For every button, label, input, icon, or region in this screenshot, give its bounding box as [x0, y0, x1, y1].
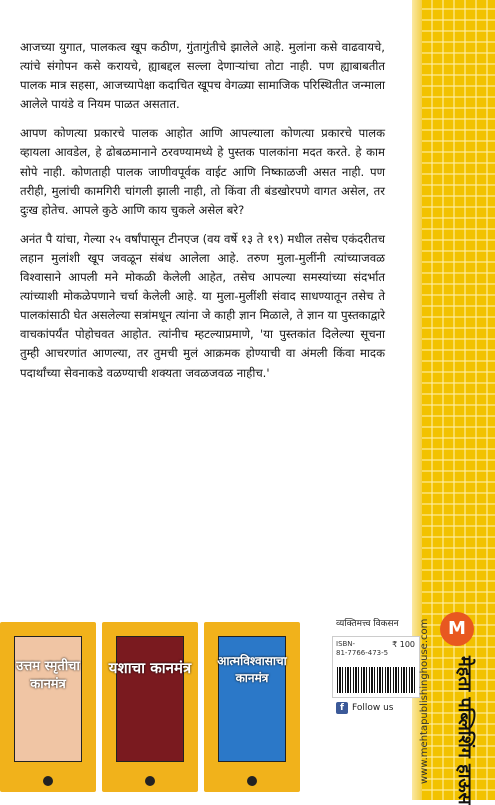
book-title-1: उत्तम स्मृतीचा कानमंत्र: [16, 659, 80, 692]
blurb-paragraph-1: आजच्या युगात, पालकत्व खूप कठीण, गुंतागुंतीचे झालेले आहे. मुलांना कसे वाढवायचे, त्यांचे संगोपन कसे करायचे, ह्याबद्दल सल्ला देणाऱ्यांचा तोटा नाही. पण ह्याबाबतीत पालक मात्र सहसा, आजच्यापेक्षा कदाचित खूपच वेगळ्या सामाजिक परिस्थितीत जन्माला आलेले पायंडे व नियम पाळत असतात.: [20, 40, 385, 112]
isbn-text: ISBN- 81-7766-473-5: [336, 640, 389, 657]
publisher-logo-icon: M: [440, 612, 474, 646]
book-logo-1: [43, 776, 53, 786]
publisher-name: मेहता पब्लिशिंग हाऊस: [454, 656, 475, 805]
follow-us[interactable]: [336, 702, 393, 714]
genre-label: व्यक्तिमत्त्व विकसन: [336, 619, 399, 629]
book-title-2: यशाचा कानमंत्र: [108, 659, 192, 677]
related-books: [0, 622, 300, 800]
blurb-paragraph-2: आपण कोणत्या प्रकारचे पालक आहोत आणि आपल्याला कोणत्या प्रकारचे पालक व्हायला आवडेल, हे ढोबळमानाने ठरवण्यामध्ये हे पुस्तक पालकांना मदत करते. हे काम सोपे नाही. कोणताही पालक जाणीवपूर्वक वाईट आणि निष्काळजी असत नाही. पण तरीही, मुलांची कामगिरी चांगली झाली नाही, तो किंवा ती बंडखोरपणे वागत असेल, तर दुःख होतेच. आपले कुठे आणि काय चुकले असेल बरे?: [20, 126, 385, 217]
book-cover-2: [102, 622, 198, 792]
follow-us-label: Follow us: [352, 703, 394, 713]
book-logo-3: [247, 776, 257, 786]
book-cover-3: [204, 622, 300, 792]
book-title-3: आत्मविश्वासाचा कानमंत्र: [217, 654, 287, 685]
barcode-icon: [337, 667, 415, 693]
blurb-paragraph-3: अनंत पै यांचा, गेल्या २५ वर्षांपासून टीनएज (वय वर्षे १३ ते १९) मधील तसेच एकंदरीतच लहान मुलांशी खूप जवळून संबंध आलेला आहे. तरुण मुला-मुलींनी त्यांच्याजवळ विश्वासाने आपली मने मोकळी केलेली आहेत, तसेच आपल्या समस्यांच्या संदर्भात त्यांच्याशी मोकळेपणाने चर्चा केलेली आहे. या मुला-मुलींशी संवाद साधण्यातून तसेच ते पालकांसाठी घेत असलेल्या सत्रांमधून त्यांना जे काही ज्ञान मिळाले, ते ज्ञान या पुस्तकाद्वारे वाचकांपर्यंत पोहोचवत आहोत. त्यांनीच म्हटल्याप्रमाणे, 'या पुस्तकांत दिलेल्या सूचना तुम्ही आचरणांत आणल्या, तर तुमची मुलं आक्रमक होण्याची वा अंमली किंवा मादक पदार्थांच्या सेवनाकडे वळण्याची शक्यता जवळजवळ नाहीच.': [20, 231, 385, 380]
barcode-box: [332, 636, 420, 698]
price-text: ₹ 100: [392, 640, 415, 649]
blurb: [20, 38, 385, 393]
facebook-icon: f: [336, 702, 348, 714]
website-url[interactable]: www.mehtapublishinghouse.com: [419, 618, 430, 784]
book-cover-1: [0, 622, 96, 792]
book-logo-2: [145, 776, 155, 786]
